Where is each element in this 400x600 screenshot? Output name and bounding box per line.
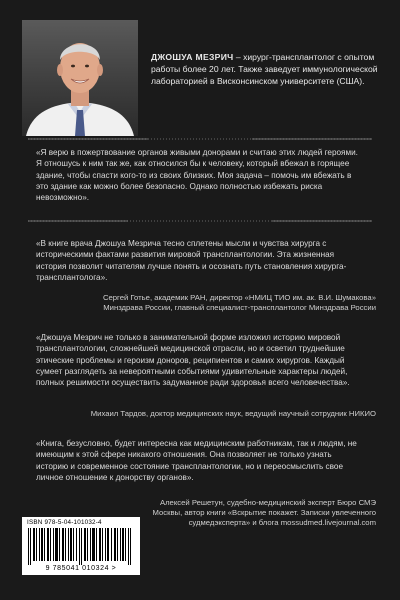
author-bio-text: – хирург-трансплантолог с опытом работы более 20 лет. Также заведует иммунологической лабораторией в Висконсинском университете (США).: [151, 52, 378, 86]
review-text: «В книге врача Джошуа Мезрича тесно сплетены мысли и чувства хирурга с историческими фактами развития мировой трансплантологии. Эта жизненная история позволит читателям лучше понять и осознать путь становления хирурга-трансплантолога».: [36, 239, 347, 282]
divider: [28, 216, 372, 226]
author-quote: «Я верю в пожертвование органов живыми донорами и считаю этих людей героями. Я отношусь к ним так же, как относился бы к человеку, который вбежал в горящее здание, чтобы спасти кого-то из своих близких. Моя задача – помочь им вбежать в это здание как можно более безопасно. Однако полностью избежать риска невозможно».: [36, 148, 358, 203]
review-attribution: Алексей Решетун, судебно-медицинский эксперт Бюро СМЭ Москвы, автор книги «Вскрытие покажет. Записки увлеченного судмедэксперта» и блога mossudmed.livejournal.com: [152, 498, 376, 528]
author-photo: [22, 20, 138, 136]
barcode-bars: [26, 528, 136, 565]
review-text: «Джошуа Мезрич не только в занимательной форме изложил историю мировой трансплантологии, сложнейшей медицинской отрасли, но и осветил труднейшие этические проблемы и героизм доноров, реципиентов и самих хирургов. Каждый сумеет разглядеть за невероятными событиями удивительные характеры людей, полных решимости осуществить задуманное ради здоровья всего человечества».: [36, 333, 350, 388]
barcode: [22, 517, 140, 575]
divider: [28, 134, 372, 144]
author-bio: [151, 52, 381, 87]
review-attribution: Сергей Готье, академик РАН, директор «НМИЦ ТИО им. ак. В.И. Шумакова» Минздрава России, главный специалист-трансплантолог Минздрава России: [102, 293, 376, 313]
review-text: «Книга, безусловно, будет интересна как медицинским работникам, так и людям, не имеющим к этой сфере никакого отношения. Она позволяет не только узнать историю и современное состояние трансплантологии, но и переосмыслить свое личное отношение к донорству органов».: [36, 439, 357, 482]
barcode-digits: 9 785041 010324 >: [45, 565, 117, 572]
isbn-label: ISBN 978-5-04-101032-4: [27, 519, 102, 526]
author-name: ДЖОШУА МЕЗРИЧ: [151, 52, 234, 62]
review-attribution: Михаил Тардов, доктор медицинских наук, ведущий научный сотрудник НИКИО: [90, 409, 376, 418]
